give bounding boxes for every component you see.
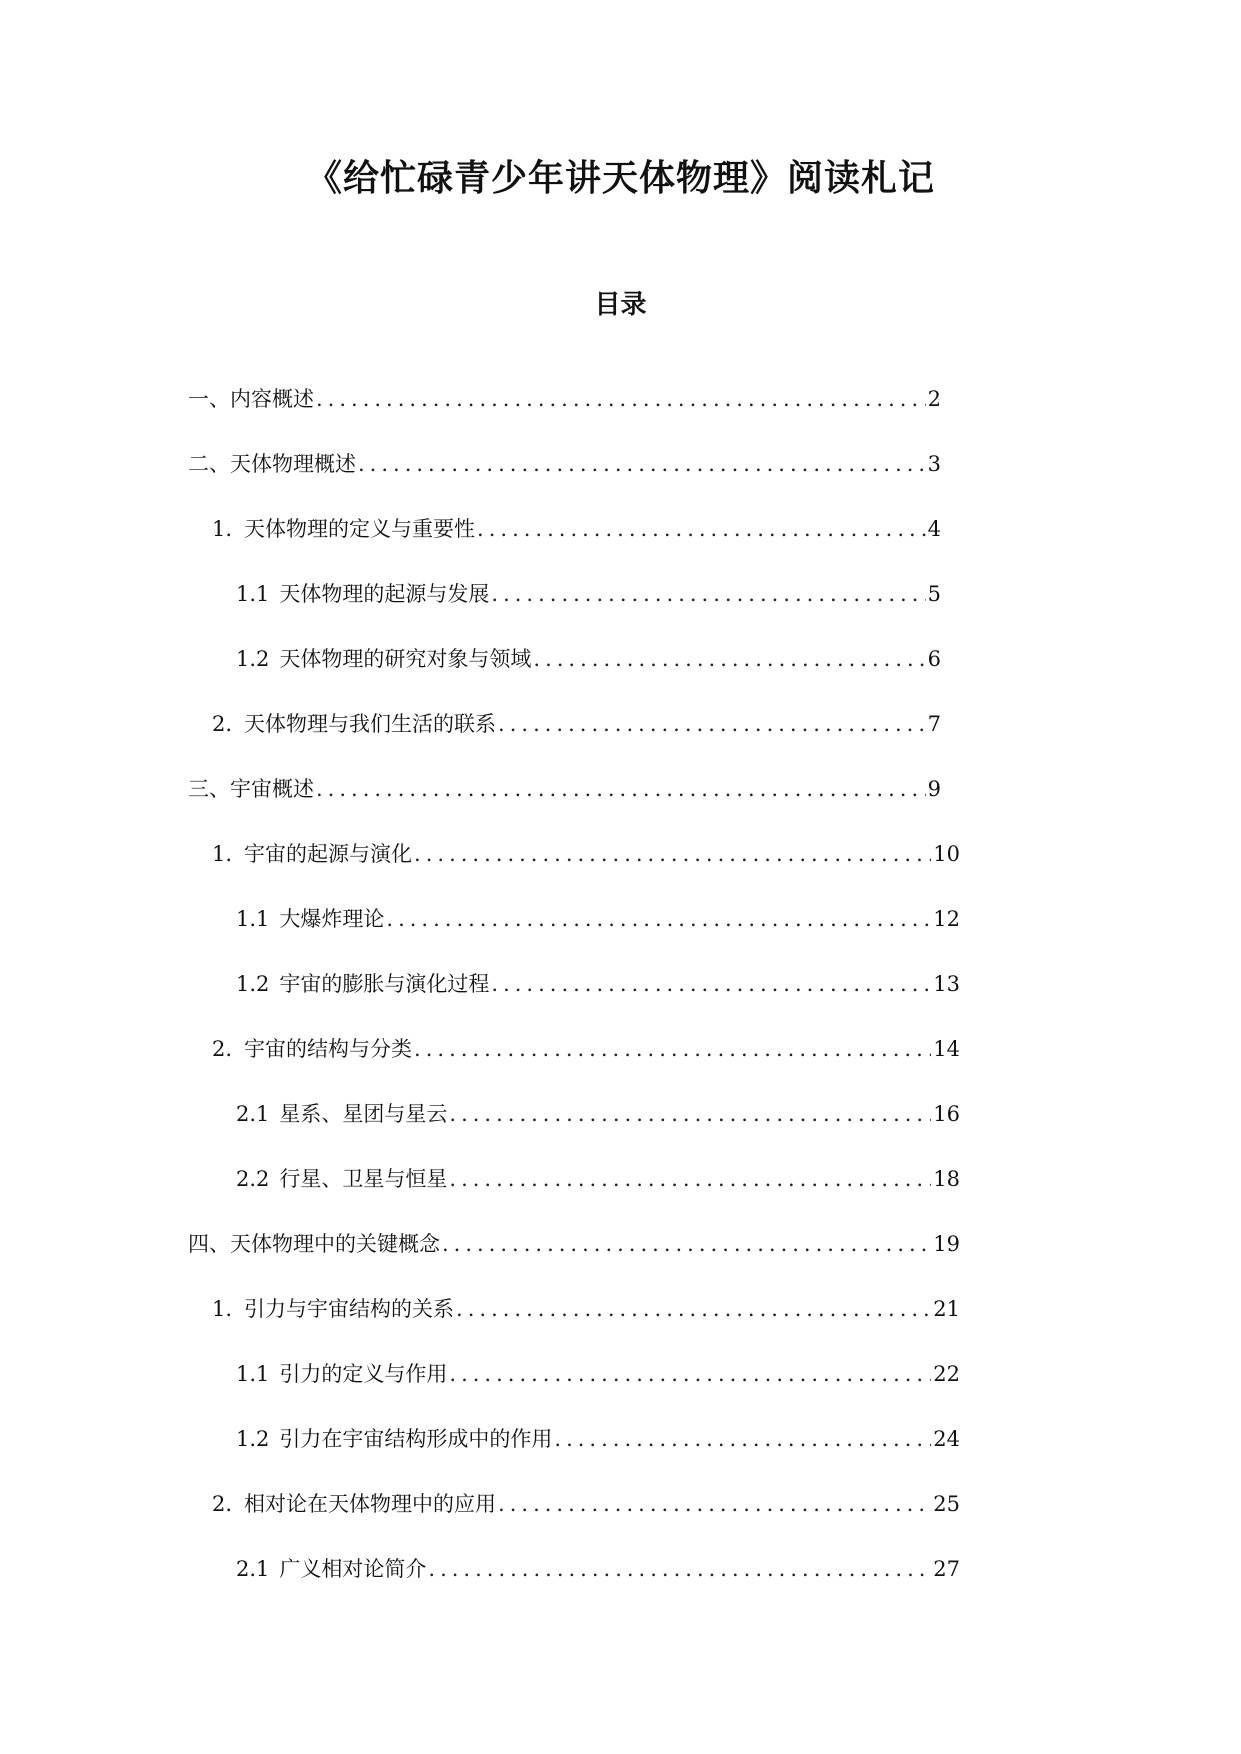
toc-entry-page-number: 25 bbox=[933, 1492, 960, 1516]
toc-entry-label: 宇宙的膨胀与演化过程 bbox=[279, 972, 490, 996]
toc-entry-page-number: 22 bbox=[933, 1362, 960, 1386]
toc-dot-leader bbox=[491, 579, 925, 609]
toc-heading: 目录 bbox=[594, 290, 647, 320]
toc-entry-page-number: 7 bbox=[927, 712, 941, 736]
toc-entry-label: 天体物理与我们生活的联系 bbox=[244, 712, 497, 736]
toc-dot-leader bbox=[449, 1099, 931, 1129]
toc-entry[interactable] bbox=[212, 709, 941, 739]
toc-entry-page-number: 6 bbox=[927, 647, 941, 671]
toc-dot-leader bbox=[533, 644, 925, 674]
toc-entry-number: 1.2 bbox=[236, 972, 270, 996]
toc-entry[interactable] bbox=[236, 1099, 960, 1129]
toc-dot-leader bbox=[449, 1359, 931, 1389]
toc-entry[interactable] bbox=[212, 839, 960, 869]
toc-dot-leader bbox=[456, 1294, 931, 1324]
toc-entry-number: 1. bbox=[212, 517, 233, 541]
toc-entry-label: 天体物理的起源与发展 bbox=[279, 582, 490, 606]
toc-dot-leader bbox=[449, 1164, 931, 1194]
toc-entry-label: 引力在宇宙结构形成中的作用 bbox=[279, 1427, 553, 1451]
toc-entry-number: 1.2 bbox=[236, 1427, 270, 1451]
toc-entry[interactable] bbox=[212, 1294, 960, 1324]
toc-dot-leader bbox=[414, 839, 931, 869]
toc-entry-label: 四、天体物理中的关键概念 bbox=[188, 1232, 440, 1256]
toc-dot-leader bbox=[428, 1554, 931, 1584]
toc-entry[interactable] bbox=[236, 1164, 960, 1194]
toc-entry[interactable] bbox=[236, 644, 941, 674]
toc-entry-label: 宇宙的起源与演化 bbox=[244, 842, 413, 866]
toc-entry[interactable] bbox=[236, 969, 960, 999]
toc-entry[interactable] bbox=[188, 384, 941, 414]
toc-entry-number: 2.2 bbox=[236, 1167, 270, 1191]
toc-entry-number: 1.2 bbox=[236, 647, 270, 671]
toc-entry-number: 2.1 bbox=[236, 1557, 270, 1581]
toc-entry-page-number: 3 bbox=[927, 452, 941, 476]
toc-entry-label: 天体物理的定义与重要性 bbox=[244, 517, 476, 541]
toc-entry-label: 二、天体物理概述 bbox=[188, 452, 356, 476]
toc-entry-page-number: 4 bbox=[927, 517, 941, 541]
toc-entry-number: 2. bbox=[212, 712, 233, 736]
toc-entry-number: 1.1 bbox=[236, 582, 270, 606]
toc-dot-leader bbox=[316, 384, 926, 414]
toc-dot-leader bbox=[442, 1229, 931, 1259]
toc-entry-label: 引力的定义与作用 bbox=[279, 1362, 448, 1386]
toc-dot-leader bbox=[414, 1034, 931, 1064]
toc-entry-page-number: 5 bbox=[927, 582, 941, 606]
toc-entry[interactable] bbox=[236, 1359, 960, 1389]
toc-entry-label: 大爆炸理论 bbox=[279, 907, 385, 931]
toc-entry-page-number: 16 bbox=[933, 1102, 960, 1126]
toc-entry[interactable] bbox=[188, 774, 941, 804]
toc-entry-page-number: 9 bbox=[927, 777, 941, 801]
toc-dot-leader bbox=[491, 969, 931, 999]
toc-entry-number: 1.1 bbox=[236, 1362, 270, 1386]
toc-entry-page-number: 21 bbox=[933, 1297, 960, 1321]
toc-entry[interactable] bbox=[236, 1424, 960, 1454]
toc-entry-number: 1. bbox=[212, 1297, 233, 1321]
toc-entry-label: 星系、星团与星云 bbox=[279, 1102, 448, 1126]
toc-entry[interactable] bbox=[212, 1034, 960, 1064]
toc-dot-leader bbox=[477, 514, 926, 544]
toc-entry-number: 1.1 bbox=[236, 907, 270, 931]
toc-entry-number: 2. bbox=[212, 1492, 233, 1516]
toc-dot-leader bbox=[386, 904, 931, 934]
toc-entry-page-number: 10 bbox=[933, 842, 960, 866]
toc-entry-page-number: 14 bbox=[933, 1037, 960, 1061]
toc-entry-label: 行星、卫星与恒星 bbox=[279, 1167, 448, 1191]
toc-dot-leader bbox=[358, 449, 926, 479]
toc-entry[interactable] bbox=[188, 449, 941, 479]
toc-entry-label: 广义相对论简介 bbox=[279, 1557, 427, 1581]
toc-entry-label: 三、宇宙概述 bbox=[188, 777, 314, 801]
toc-entry-page-number: 24 bbox=[933, 1427, 960, 1451]
toc-entry[interactable] bbox=[236, 1554, 960, 1584]
toc-entry[interactable] bbox=[212, 1489, 960, 1519]
toc-entry-page-number: 13 bbox=[933, 972, 960, 996]
document-title: 《给忙碌青少年讲天体物理》阅读札记 bbox=[305, 158, 935, 199]
toc-entry-number: 1. bbox=[212, 842, 233, 866]
toc-entry[interactable] bbox=[212, 514, 941, 544]
toc-entry-label: 宇宙的结构与分类 bbox=[244, 1037, 413, 1061]
toc-entry-label: 一、内容概述 bbox=[188, 387, 314, 411]
toc-dot-leader bbox=[316, 774, 926, 804]
toc-entry-label: 引力与宇宙结构的关系 bbox=[244, 1297, 455, 1321]
toc-entry-page-number: 18 bbox=[933, 1167, 960, 1191]
toc-entry[interactable] bbox=[188, 1229, 960, 1259]
toc-entry-label: 相对论在天体物理中的应用 bbox=[244, 1492, 497, 1516]
toc-dot-leader bbox=[498, 1489, 931, 1519]
toc-entry-number: 2.1 bbox=[236, 1102, 270, 1126]
toc-entry-number: 2. bbox=[212, 1037, 233, 1061]
toc-entry-page-number: 12 bbox=[933, 907, 960, 931]
toc-entry-page-number: 27 bbox=[933, 1557, 960, 1581]
toc-entry-label: 天体物理的研究对象与领域 bbox=[279, 647, 532, 671]
toc-dot-leader bbox=[554, 1424, 931, 1454]
toc-entry-page-number: 19 bbox=[933, 1232, 960, 1256]
toc-entry[interactable] bbox=[236, 579, 941, 609]
toc-entry[interactable] bbox=[236, 904, 960, 934]
toc-entry-page-number: 2 bbox=[927, 387, 941, 411]
toc-dot-leader bbox=[498, 709, 926, 739]
